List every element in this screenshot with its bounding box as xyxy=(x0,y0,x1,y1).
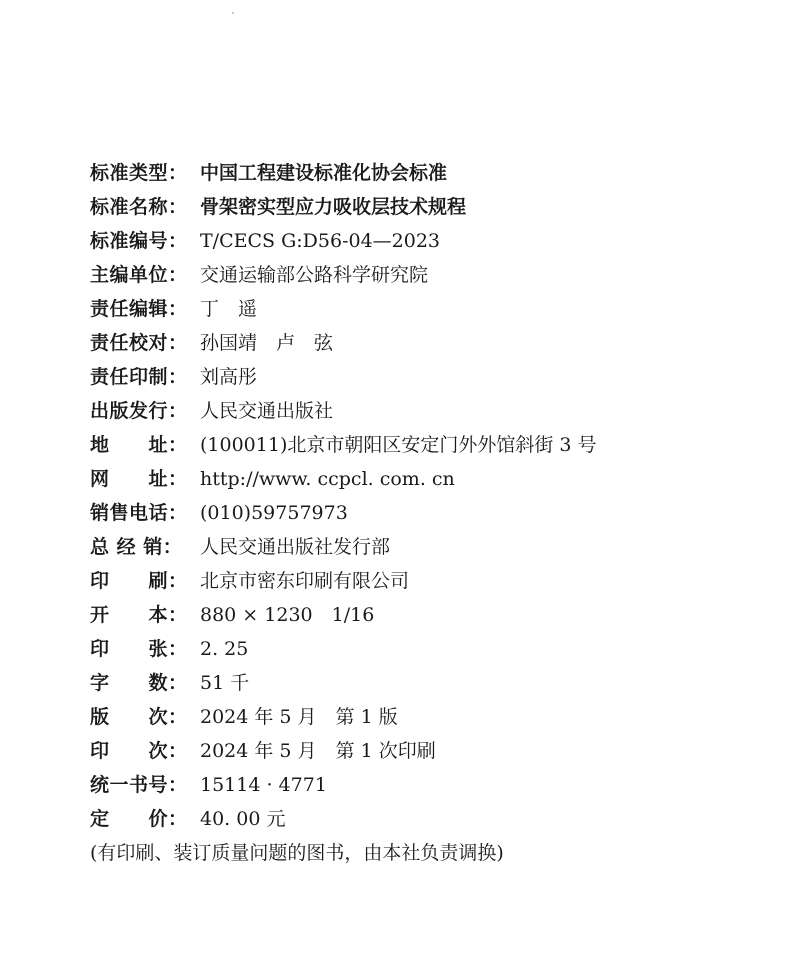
row-label: 责任校对： xyxy=(90,332,188,354)
row-value: 骨架密实型应力吸收层技术规程 xyxy=(200,196,467,218)
row-chief-editor-unit xyxy=(90,258,770,292)
row-print-supervisor xyxy=(90,360,770,394)
row-sheets xyxy=(90,632,770,666)
row-website xyxy=(90,462,770,496)
row-sales-phone xyxy=(90,496,770,530)
row-value: 交通运输部公路科学研究院 xyxy=(200,264,429,286)
row-value: (010)59757973 xyxy=(200,502,348,524)
row-standard-name xyxy=(90,190,770,224)
row-label: 出版发行： xyxy=(90,400,188,422)
row-printing xyxy=(90,734,770,768)
row-value: 2. 25 xyxy=(200,638,249,660)
row-standard-number xyxy=(90,224,770,258)
row-value: 40. 00 元 xyxy=(200,808,286,830)
row-book-number xyxy=(90,768,770,802)
row-distributor xyxy=(90,530,770,564)
row-label: 字 数： xyxy=(90,672,188,694)
row-label: 总 经 销： xyxy=(90,536,183,558)
row-value: 15114 · 4771 xyxy=(200,774,327,796)
row-value: T/CECS G:D56-04—2023 xyxy=(200,230,441,252)
colophon-block xyxy=(90,156,770,870)
row-label: 定 价： xyxy=(90,808,188,830)
row-label: 责任印制： xyxy=(90,366,188,388)
row-label: 版 次： xyxy=(90,706,188,728)
row-label: 地 址： xyxy=(90,434,188,456)
row-label: 印 刷： xyxy=(90,570,188,592)
row-value: (100011)北京市朝阳区安定门外外馆斜街 3 号 xyxy=(200,434,597,456)
replacement-note: (有印刷、装订质量问题的图书，由本社负责调换) xyxy=(90,842,504,864)
row-standard-type xyxy=(90,156,770,190)
row-responsible-editor xyxy=(90,292,770,326)
row-price xyxy=(90,802,770,836)
row-value: 51 千 xyxy=(200,672,250,694)
row-value: 人民交通出版社发行部 xyxy=(200,536,391,558)
row-value: 2024 年 5 月 第 1 次印刷 xyxy=(200,740,436,762)
row-label: 销售电话： xyxy=(90,502,188,524)
row-value: 880 × 1230 1/16 xyxy=(200,604,375,626)
row-word-count xyxy=(90,666,770,700)
row-value: http://www. ccpcl. com. cn xyxy=(200,468,455,490)
row-proofreader xyxy=(90,326,770,360)
row-value: 人民交通出版社 xyxy=(200,400,334,422)
row-label: 责任编辑： xyxy=(90,298,188,320)
row-value: 北京市密东印刷有限公司 xyxy=(200,570,410,592)
row-printer xyxy=(90,564,770,598)
row-label: 印 张： xyxy=(90,638,188,660)
row-format xyxy=(90,598,770,632)
row-label: 印 次： xyxy=(90,740,188,762)
row-value: 中国工程建设标准化协会标准 xyxy=(200,162,448,184)
row-value: 2024 年 5 月 第 1 版 xyxy=(200,706,398,728)
row-value: 刘高彤 xyxy=(200,366,258,388)
row-label: 标准类型： xyxy=(90,162,188,184)
scan-speck xyxy=(232,12,234,14)
row-label: 主编单位： xyxy=(90,264,188,286)
row-label: 统一书号： xyxy=(90,774,188,796)
row-value: 丁 遥 xyxy=(200,298,258,320)
row-label: 网 址： xyxy=(90,468,188,490)
row-value: 孙国靖 卢 弦 xyxy=(200,332,334,354)
row-label: 标准编号： xyxy=(90,230,188,252)
row-address xyxy=(90,428,770,462)
row-label: 开 本： xyxy=(90,604,188,626)
row-edition xyxy=(90,700,770,734)
row-label: 标准名称： xyxy=(90,196,188,218)
row-publisher xyxy=(90,394,770,428)
